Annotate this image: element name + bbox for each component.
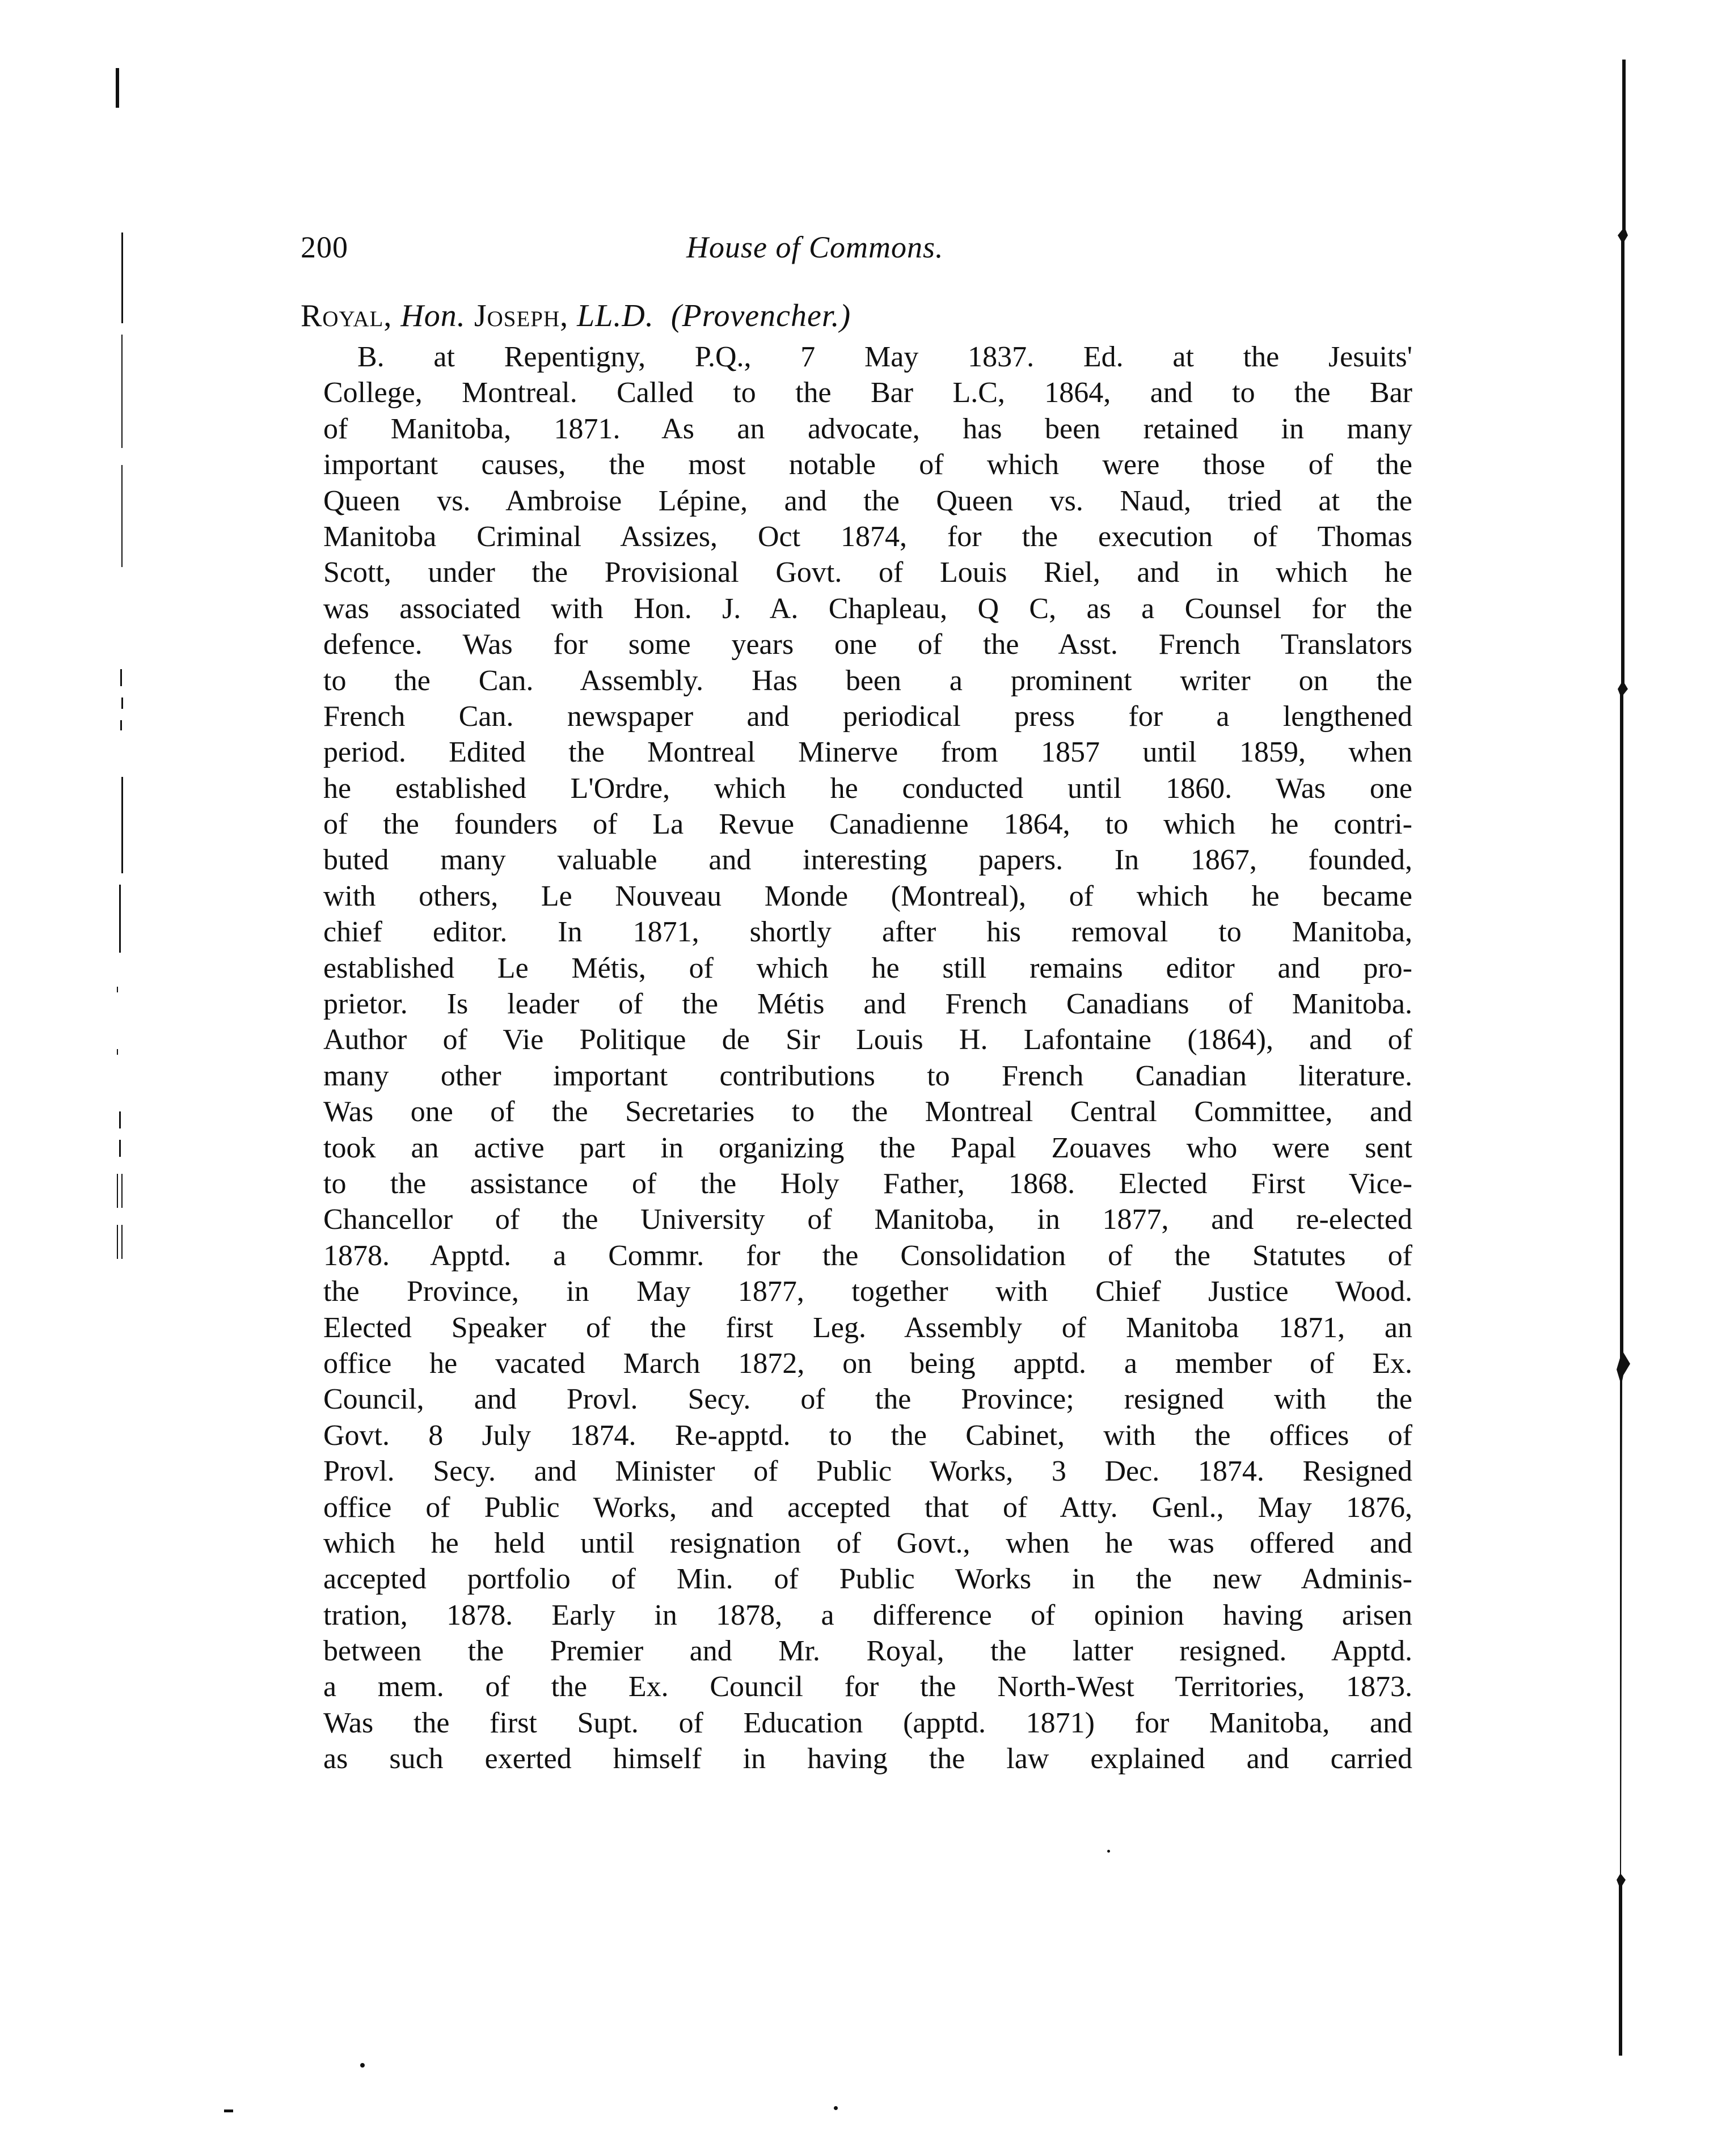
text-line: 1878. Apptd. a Commr. for the Consolidation of the Statutes of — [323, 1239, 1412, 1272]
text-line: office he vacated March 1872, on being apptd. a member of Ex. — [323, 1347, 1412, 1380]
text-line: was associated with Hon. J. A. Chapleau, Q C, as a Counsel for the — [323, 592, 1412, 625]
text-line: Elected Speaker of the first Leg. Assembly of Manitoba 1871, an — [323, 1311, 1412, 1344]
biography-text — [323, 339, 1412, 1777]
text-line: as such exerted himself in having the law explained and carried — [323, 1743, 1412, 1775]
text-line: Govt. 8 July 1874. Re-apptd. to the Cabinet, with the offices of — [323, 1419, 1412, 1452]
text-line: Manitoba Criminal Assizes, Oct 1874, for the execution of Thomas — [323, 520, 1412, 553]
text-line: with others, Le Nouveau Monde (Montreal), of which he became — [323, 880, 1412, 912]
text-line: established Le Métis, of which he still remains editor and pro- — [323, 952, 1412, 984]
text-line: accepted portfolio of Min. of Public Works in the new Adminis- — [323, 1563, 1412, 1596]
text-line: Scott, under the Provisional Govt. of Louis Riel, and in which he — [323, 556, 1412, 589]
text-line: which he held until resignation of Govt., when he was offered and — [323, 1527, 1412, 1559]
text-line: to the Can. Assembly. Has been a prominent writer on the — [323, 664, 1412, 697]
text-line: office of Public Works, and accepted that of Atty. Genl., May 1876, — [323, 1491, 1412, 1524]
text-line: defence. Was for some years one of the Asst. French Translators — [323, 628, 1412, 661]
text-line: period. Edited the Montreal Minerve from 1857 until 1859, when — [323, 736, 1412, 769]
text-line: he established L'Ordre, which he conducted until 1860. Was one — [323, 772, 1412, 805]
scan-speck — [834, 2106, 838, 2110]
text-line: French Can. newspaper and periodical press for a lengthened — [323, 700, 1412, 733]
left-margin-scan-marks — [113, 68, 136, 1270]
text-line: took an active part in organizing the Papal Zouaves who were sent — [323, 1131, 1412, 1164]
scan-speck — [1107, 1850, 1110, 1853]
text-line: important causes, the most notable of which were those of the — [323, 449, 1412, 481]
entry-heading — [301, 298, 851, 334]
scan-speck — [360, 2063, 365, 2068]
page-header — [301, 230, 1424, 275]
text-line: Provl. Secy. and Minister of Public Works, 3 Dec. 1874. Resigned — [323, 1455, 1412, 1488]
text-line: a mem. of the Ex. Council for the North-West Territories, 1873. — [323, 1671, 1412, 1703]
text-line: Was the first Supt. of Education (apptd. 1871) for Manitoba, and — [323, 1706, 1412, 1739]
text-line: tration, 1878. Early in 1878, a difference of opinion having arisen — [323, 1599, 1412, 1631]
text-line: Queen vs. Ambroise Lépine, and the Queen vs. Naud, tried at the — [323, 484, 1412, 517]
running-head: House of Commons. — [686, 230, 944, 264]
text-line: Chancellor of the University of Manitoba, in 1877, and re-elected — [323, 1203, 1412, 1236]
text-line: between the Premier and Mr. Royal, the latter resigned. Apptd. — [323, 1635, 1412, 1668]
text-line: many other important contributions to French Canadian literature. — [323, 1059, 1412, 1092]
text-line: College, Montreal. Called to the Bar L.C, 1864, and to the Bar — [323, 377, 1412, 409]
text-line: prietor. Is leader of the Métis and French Canadians of Manitoba. — [323, 988, 1412, 1021]
entry-given-name: Joseph, — [474, 298, 569, 333]
text-line: of Manitoba, 1871. As an advocate, has been retained in many — [323, 412, 1412, 445]
entry-honorific: Hon. — [400, 298, 466, 333]
text-line: the Province, in May 1877, together with Chief Justice Wood. — [323, 1275, 1412, 1308]
scan-speck — [224, 2110, 233, 2112]
text-line: buted many valuable and interesting papers. In 1867, founded, — [323, 844, 1412, 877]
text-line: of the founders of La Revue Canadienne 1864, to which he contri- — [323, 808, 1412, 841]
text-line: Author of Vie Politique de Sir Louis H. Lafontaine (1864), and of — [323, 1024, 1412, 1056]
entry-degree: LL.D. — [577, 298, 654, 333]
entry-constituency: (Provencher.) — [670, 298, 851, 333]
entry-surname: Royal, — [301, 298, 393, 333]
text-line: B. at Repentigny, P.Q., 7 May 1837. Ed. at the Jesuits' — [357, 341, 1412, 373]
text-line: Was one of the Secretaries to the Montreal Central Committee, and — [323, 1096, 1412, 1128]
text-line: Council, and Provl. Secy. of the Province; resigned with the — [323, 1383, 1412, 1416]
page-number: 200 — [301, 230, 348, 264]
text-line: chief editor. In 1871, shortly after his removal to Manitoba, — [323, 916, 1412, 949]
text-line: to the assistance of the Holy Father, 1868. Elected First Vice- — [323, 1167, 1412, 1200]
